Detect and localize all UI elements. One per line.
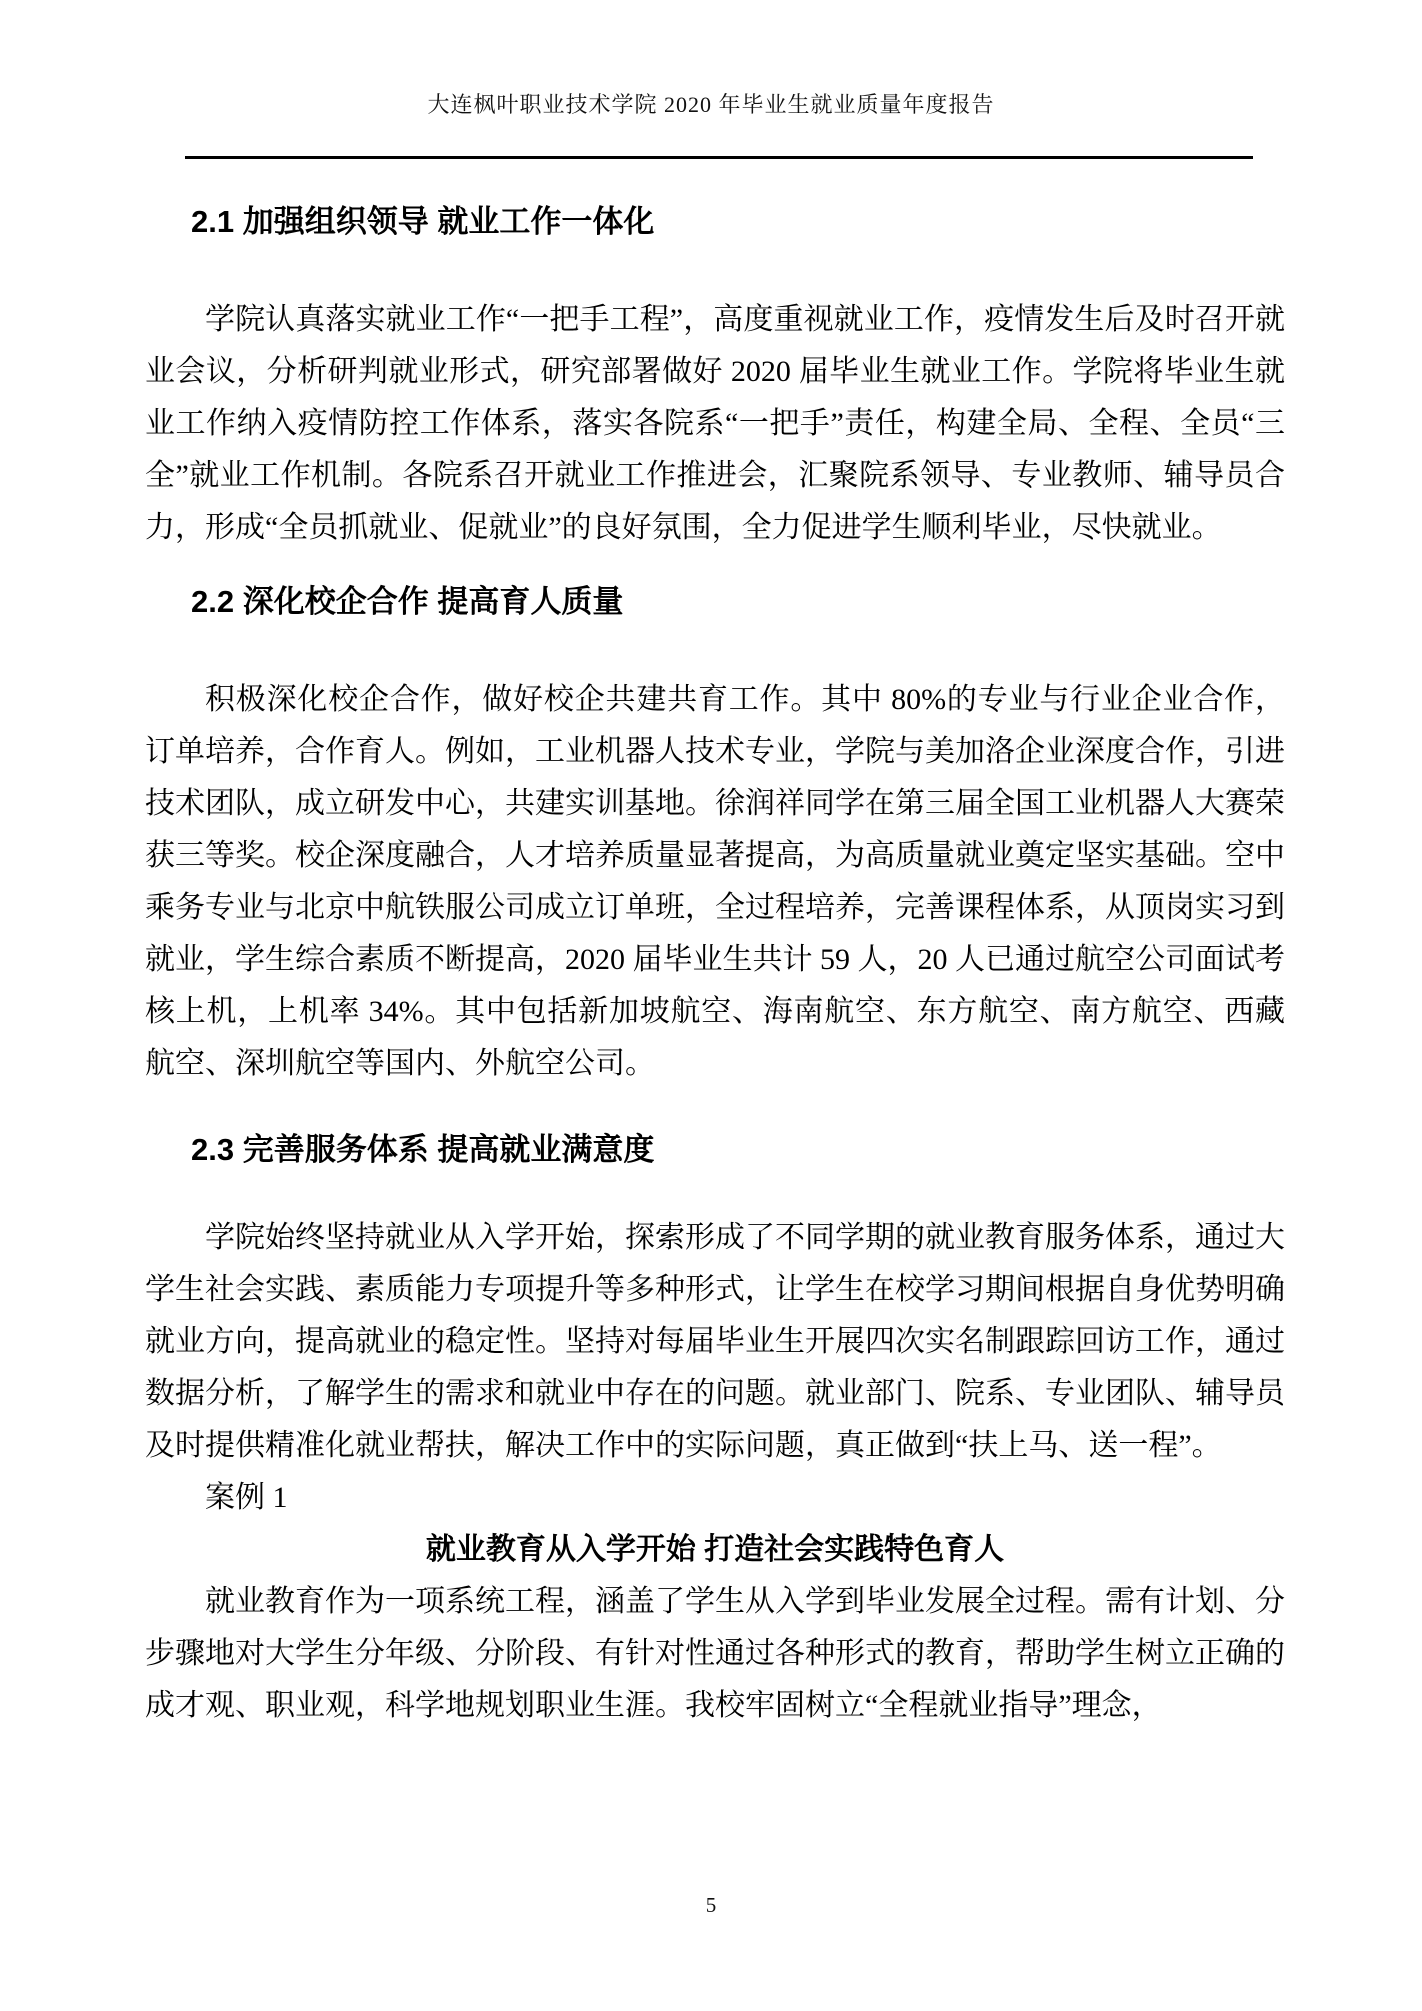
case-label: 案例 1 <box>205 1481 288 1514</box>
page-footer <box>0 1893 1422 1918</box>
page-header <box>0 88 1422 119</box>
section-heading-2-1: 2.1 加强组织领导 就业工作一体化 <box>191 204 655 239</box>
case-paragraph: 就业教育作为一项系统工程，涵盖了学生从入学到毕业发展全过程。需有计划、分步骤地对大学生分年级、分阶段、有针对性通过各种形式的教育，帮助学生树立正确的成才观、职业观，科学地规划职业生涯。我校牢固树立“全程就业指导”理念， <box>145 1585 1285 1722</box>
section-2-2-paragraph: 积极深化校企合作，做好校企共建共育工作。其中 80%的专业与行业企业合作，订单培养，合作育人。例如，工业机器人技术专业，学院与美加洛企业深度合作，引进技术团队，成立研发中心，共建实训基地。徐润祥同学在第三届全国工业机器人大赛荣获三等奖。校企深度融合，人才培养质量显著提高，为高质量就业奠定坚实基础。空中乘务专业与北京中航铁服公司成立订单班，全过程培养，完善课程体系，从顶岗实习到就业，学生综合素质不断提高，2020 届毕业生共计 59 人，20 人已通过航空公司面试考核上机，上机率 34%。其中包括新加坡航空、海南航空、东方航空、南方航空、西藏航空、深圳航空等国内、外航空公司。 <box>145 683 1285 1080</box>
case-title: 就业教育从入学开始 打造社会实践特色育人 <box>425 1533 1005 1566</box>
document-content <box>145 190 1285 1732</box>
section-heading-2-3: 2.3 完善服务体系 提高就业满意度 <box>191 1132 655 1167</box>
header-title: 大连枫叶职业技术学院 2020 年毕业生就业质量年度报告 <box>427 92 995 117</box>
header-divider-rule <box>185 156 1253 159</box>
section-heading-2-2: 2.2 深化校企合作 提高育人质量 <box>191 584 624 619</box>
section-2-3-paragraph: 学院始终坚持就业从入学开始，探索形成了不同学期的就业教育服务体系，通过大学生社会实践、素质能力专项提升等多种形式，让学生在校学习期间根据自身优势明确就业方向，提高就业的稳定性。坚持对每届毕业生开展四次实名制跟踪回访工作，通过数据分析，了解学生的需求和就业中存在的问题。就业部门、院系、专业团队、辅导员及时提供精准化就业帮扶，解决工作中的实际问题，真正做到“扶上马、送一程”。 <box>145 1221 1285 1462</box>
section-2-1-paragraph: 学院认真落实就业工作“一把手工程”，高度重视就业工作，疫情发生后及时召开就业会议，分析研判就业形式，研究部署做好 2020 届毕业生就业工作。学院将毕业生就业工作纳入疫情防控工作体系，落实各院系“一把手”责任，构建全局、全程、全员“三全”就业工作机制。各院系召开就业工作推进会，汇聚院系领导、专业教师、辅导员合力，形成“全员抓就业、促就业”的良好氛围，全力促进学生顺利毕业，尽快就业。 <box>145 303 1285 544</box>
page-number: 5 <box>705 1893 717 1917</box>
